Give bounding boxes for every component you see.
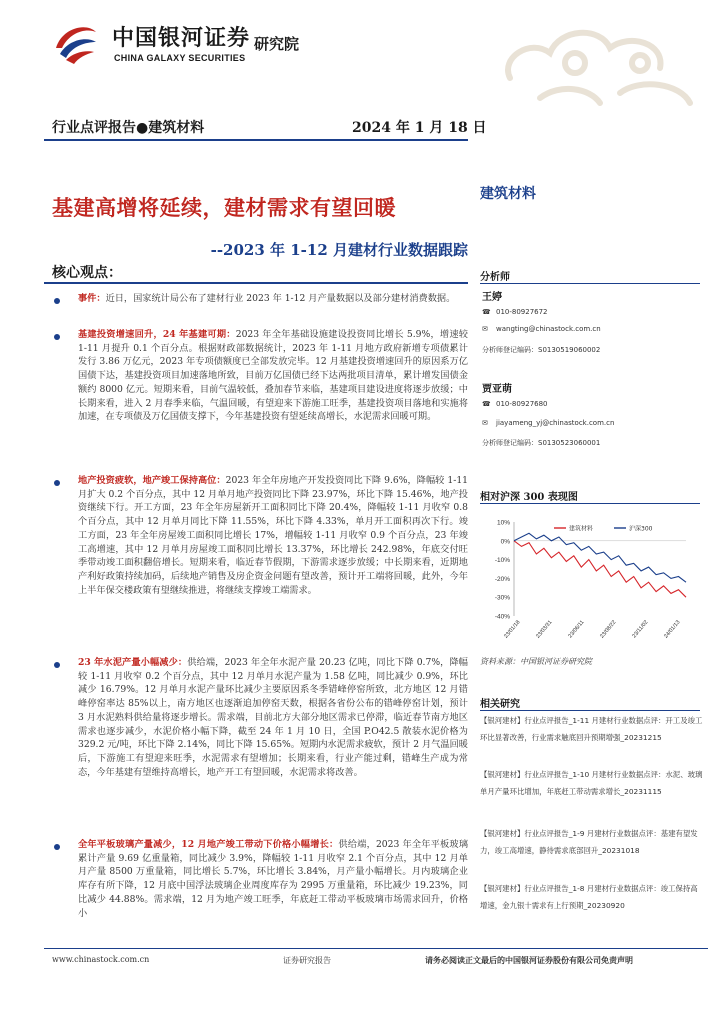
phone-icon: ☎ <box>482 400 491 408</box>
bullet-infrastructure <box>48 328 468 424</box>
footer-url[interactable]: www.chinastock.com.cn <box>52 955 150 964</box>
bullet-lead: 基建投资增速回升，24 年基建可期： <box>78 329 236 340</box>
analyst-heading: 分析师 <box>480 272 510 283</box>
analyst-email[interactable]: ✉ wangting@chinastock.com.cn <box>482 325 601 333</box>
chart-x-tick-label: 23/01/18 <box>503 619 522 640</box>
chart-y-tick-label: 10% <box>496 519 510 527</box>
institute-label: 研究院 <box>254 35 300 53</box>
chart-y-tick-label: -40% <box>494 613 510 621</box>
chart-y-tick-label: -20% <box>494 575 510 583</box>
bullet-glass <box>48 838 468 920</box>
bullet-dot-icon <box>54 480 60 486</box>
chart-series-line <box>514 541 686 597</box>
core-views-divider <box>44 282 468 284</box>
bullet-dot-icon <box>54 662 60 668</box>
chart-source: 资料来源：中国银河证券研究院 <box>480 657 592 666</box>
decorative-cloud-icon <box>480 8 708 118</box>
relative-performance-chart <box>480 516 700 644</box>
report-date: 2024 年 1 月 18 日 <box>352 120 487 136</box>
galaxy-logo-icon <box>52 18 100 66</box>
footer-center-label: 证券研究报告 <box>283 956 331 965</box>
chart-x-tick-label: 23/03/31 <box>535 619 554 640</box>
bullet-body: 近日，国家统计局公布了建材行业 2023 年 1-12 月产量数据以及部分建材消费数据。 <box>105 293 456 304</box>
brand-name-en: CHINA GALAXY SECURITIES <box>114 53 246 63</box>
chart-x-tick-label: 23/06/11 <box>567 619 586 640</box>
chart-x-tick-label: 24/01/13 <box>663 619 682 640</box>
footer-divider <box>44 948 708 949</box>
report-type: 行业点评报告●建筑材料 <box>52 120 205 136</box>
email-icon: ✉ <box>482 419 488 427</box>
brand-name-cn: 中国银河证券 <box>112 26 251 51</box>
related-report-link[interactable]: 【银河建材】行业点评报告_1-9 月建材行业数据点评：基建有望发力，竣工高增速，静待需求底部回升_20231018 <box>480 829 698 855</box>
related-divider <box>480 710 700 711</box>
bullet-text <box>78 474 468 597</box>
chart-legend-label: 沪深300 <box>629 525 653 533</box>
bullet-dot-icon <box>54 298 60 304</box>
analyst-registration: 分析师登记编码：S0130523060001 <box>482 439 601 447</box>
related-report-link[interactable]: 【银河建材】行业点评报告_1-10 月建材行业数据点评：水泥、玻璃单月产量环比增加，年底赶工带动需求增长_20231115 <box>480 770 703 796</box>
analyst-phone: ☎ 010-80927680 <box>482 400 548 408</box>
sidebar-sector: 建筑材料 <box>480 186 536 202</box>
bullet-text <box>78 328 468 424</box>
analyst-divider <box>480 283 700 284</box>
bullet-body: 供给端，2023 年全年平板玻璃累计产量 9.69 亿重量箱，同比减少 3.9%，降幅较 1-11 月收窄 2.1 个百分点，其中 12 月单月产量 8500 万重量箱，同比增长 5.7%，环比增长 3.84%，月产量小幅增长。月内玻璃企业库存有所下降，12 月底中国浮法玻璃企业周度库存为 2995 万重量箱，环比减少 19.23%，同比减少 44.88%。需求端，12 月为地产竣工旺季，年底赶工带动平板玻璃市场需求回升，价格小 <box>78 839 469 919</box>
bullet-real-estate <box>48 474 468 597</box>
header-divider <box>44 139 468 141</box>
analyst-name: 王婷 <box>482 292 502 303</box>
footer-disclaimer: 请务必阅读正文最后的中国银河证券股份有限公司免责声明 <box>425 955 633 965</box>
analyst-phone: ☎ 010-80927672 <box>482 308 548 316</box>
bullet-text <box>78 656 468 779</box>
bullet-lead: 事件： <box>78 293 106 304</box>
bullet-text <box>78 838 468 920</box>
bullet-lead: 23 年水泥产量小幅减少： <box>78 657 188 668</box>
related-report-link[interactable]: 【银河建材】行业点评报告_1-11 月建材行业数据点评：开工及竣工环比显著改善，行业需求触底回升预期增强_20231215 <box>480 716 703 742</box>
analyst-name: 贾亚萌 <box>482 384 512 395</box>
bullet-body: 供给端，2023 年全年水泥产量 20.23 亿吨，同比下降 0.7%，降幅较 1-11 月收窄 0.2 个百分点，其中 12 月单月水泥产量为 1.58 亿吨，同比减少 0.9%，环比减少 16.79%。12 月单月水泥产量环比减少主要原因系冬季错峰停窑所致，北方地区 12 月错峰停窑率达 85%以上，南方地区也逐渐追加停窑天数，根据各省份公布的错峰停窑计划，预计 3 月水泥熟料供给量将逐步增长。需求端，目前北方大部分地区需求已停滞，临近春节南方地区需求也逐步减少，水泥价格小幅下降，截至 24 年 1 月 10 日，全国 P.O42.5 散装水泥价格为 329.2 元/吨，环比下降 2.14%，同比下降 15.65%。短期内水泥需求疲软，预计 2 月气温回暖后，下游施工有望迎来旺季，水泥需求有望增加；长期来看，行业产能过剩，错峰生产成为常态，今年基建有望维持高增长，地产开工有望回暖，水泥需求将改善。 <box>78 657 468 778</box>
bullet-cement <box>48 656 468 779</box>
bullet-dot-icon <box>54 844 60 850</box>
chart-heading: 相对沪深 300 表现图 <box>480 492 578 503</box>
related-heading: 相关研究 <box>480 699 520 710</box>
phone-icon: ☎ <box>482 308 491 316</box>
bullet-body: 2023 年全年房地产开发投资同比下降 9.6%，降幅较 1-11 月扩大 0.2 个百分点，其中 12 月单月地产投资同比下降 23.97%，环比下降 15.46%，地产投资继续下行。开工方面，23 年全年房屋新开工面积同比下降 20.4%，降幅较 1-11 月收窄 0.8 个百分点，其中 12 月单月同比下降 11.55%，环比下降 4.33%，单月开工面积再次下行。竣工方面，23 年全年房屋竣工面积同比增长 17%，增幅较 1-11 月收窄 0.9 个百分点，23 年竣工高增速，其中 12 月单月房屋竣工面积同比增长 13.37%，环比增长 242.98%，年底交付旺季带动竣工面积翻倍增长。短期来看，临近春节假期，下游需求逐步放缓；中长期来看，近期地产利好政策持续加码，后续地产销售及房企资金问题有望改善，预计开工端将回暖，此外，今年上半年保交楼政策有望继续推进，将继续支撑竣工端需求。 <box>78 475 469 596</box>
email-icon: ✉ <box>482 325 488 333</box>
chart-y-tick-label: -10% <box>494 557 510 565</box>
main-title: 基建高增将延续，建材需求有望回暖 <box>52 196 396 220</box>
bullet-dot-icon <box>54 334 60 340</box>
chart-legend-label: 建筑材料 <box>569 525 594 533</box>
chart-divider <box>480 503 700 504</box>
bullet-lead: 地产投资疲软，地产竣工保持高位： <box>78 475 226 486</box>
sub-title: --2023 年 1-12 月建材行业数据跟踪 <box>210 241 468 259</box>
bullet-text <box>78 292 468 306</box>
core-views-heading: 核心观点： <box>52 265 122 281</box>
bullet-body: 2023 年全年基础设施建设投资同比增长 5.9%，增速较 1-11 月提升 0.1 个百分点。根据财政部数据统计，2023 年 1-11 月地方政府新增专项债累计发行 3.86 万亿元，2023 年专项债额度已全部发放完毕。12 月基建投资增速回升的原因系万亿国债下达，基建投资项目加速落地所致，目前万亿国债已经下达两批项目清单，累计增发国债金额约 8000 亿元。短期来看，目前气温较低，叠加春节来临，基建项目建设进度将逐步放缓；中长期来看，进入 2 月春季来临，气温回暖，有望迎来下游施工旺季，基建投资项目落地和实施将加速，在专项债及万亿国债支撑下，今年基建投资有望延续高增长，水泥需求回暖可期。 <box>78 329 468 423</box>
analyst-registration: 分析师登记编码：S0130519060002 <box>482 346 601 354</box>
chart-y-tick-label: 0% <box>500 538 510 546</box>
chart-y-tick-label: -30% <box>494 594 510 602</box>
bullet-event <box>48 292 468 306</box>
related-report-link[interactable]: 【银河建材】行业点评报告_1-8 月建材行业数据点评：竣工保持高增速，金九银十需求有上行预期_20230920 <box>480 884 698 910</box>
bullet-lead: 全年平板玻璃产量减少，12 月地产竣工带动下价格小幅增长： <box>78 839 339 850</box>
chart-x-tick-label: 23/11/02 <box>631 619 650 640</box>
analyst-email[interactable]: ✉ jiayameng_yj@chinastock.com.cn <box>482 419 615 427</box>
chart-x-tick-label: 23/08/22 <box>599 619 618 640</box>
